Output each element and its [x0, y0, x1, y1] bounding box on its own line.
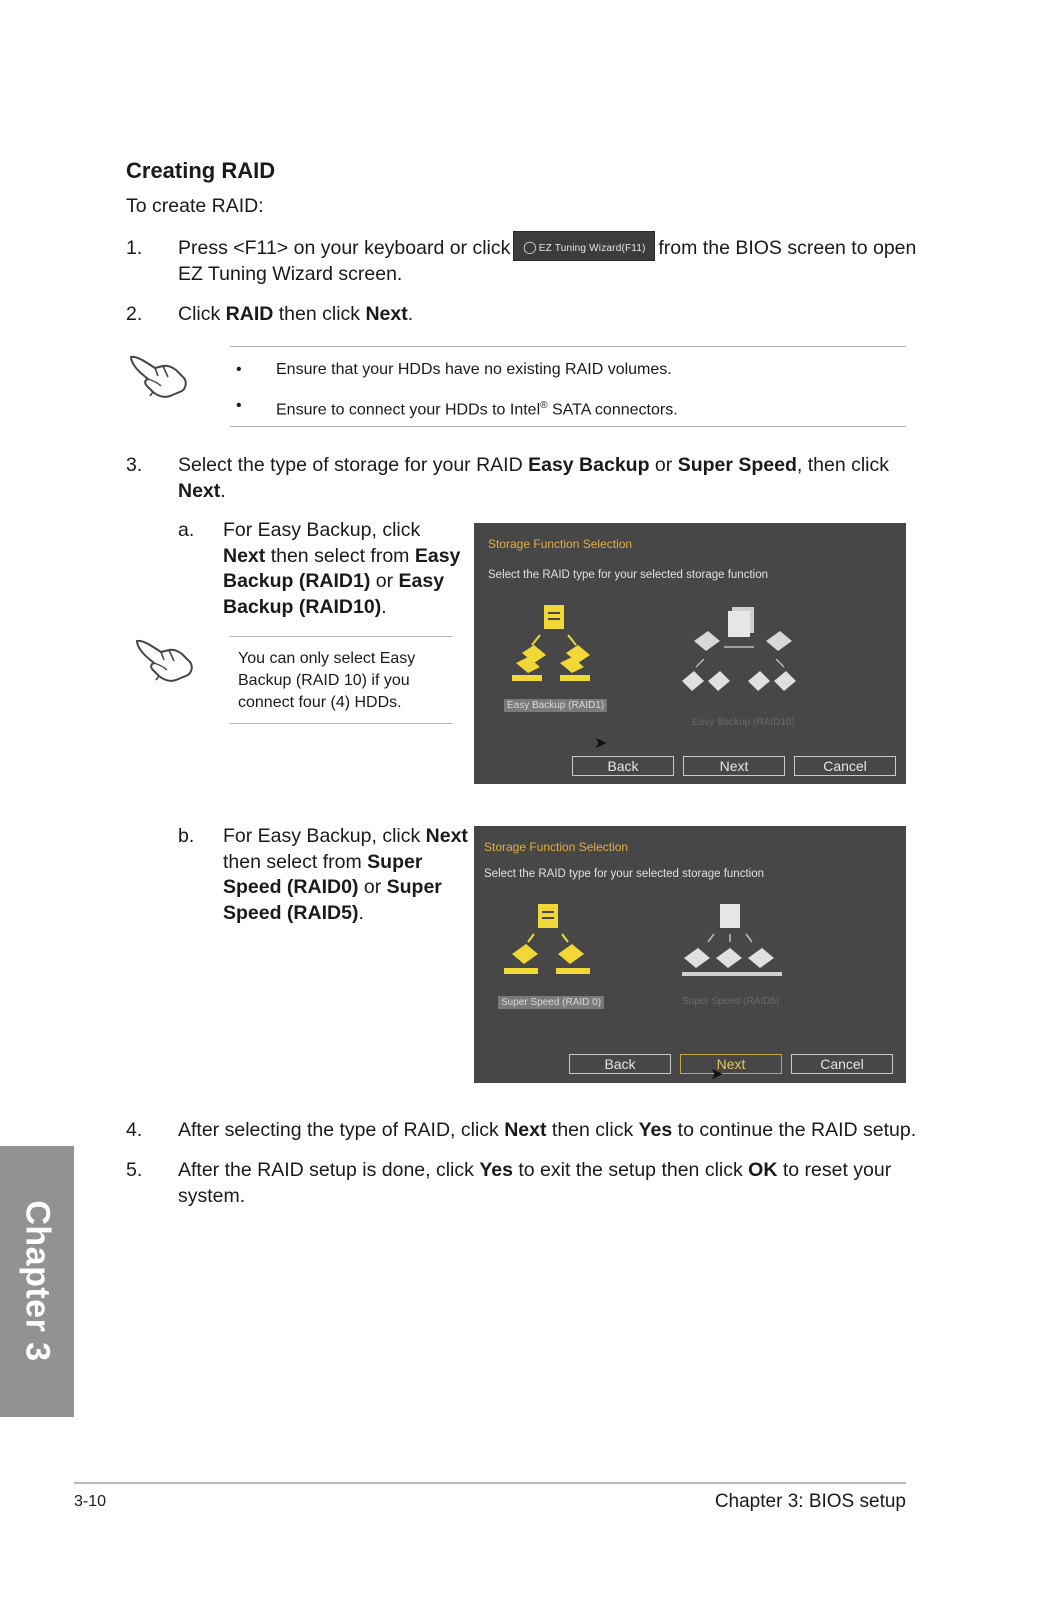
screenshot-header: Storage Function Selection	[484, 840, 629, 854]
bullet-2: •	[236, 397, 242, 414]
cancel-button[interactable]: Cancel	[794, 756, 896, 776]
step-5-text: After the RAID setup is done, click Yes to exit the setup then click OK to reset your system.	[178, 1159, 892, 1207]
next-button[interactable]: Next	[680, 1054, 782, 1074]
chapter-tab	[0, 1146, 74, 1417]
raid10-diagram-icon	[674, 601, 814, 711]
step-2-number: 2.	[126, 303, 143, 325]
intro-text: To create RAID:	[126, 195, 264, 217]
screenshot-header: Storage Function Selection	[488, 537, 633, 551]
step-1-number: 1.	[126, 237, 143, 259]
step-3-number: 3.	[126, 454, 143, 476]
cursor-icon: ➤	[594, 735, 608, 752]
option-super-speed-raid5[interactable]: Super Speed (RAID5)	[682, 996, 780, 1007]
back-button[interactable]: Back	[572, 756, 674, 776]
step-2-text: Click RAID then click Next.	[178, 303, 414, 325]
footer-chapter-title: Chapter 3: BIOS setup	[714, 1491, 906, 1512]
chapter-tab-label: Chapter 3	[18, 1200, 57, 1362]
raid0-diagram-icon	[498, 900, 608, 990]
option-easy-backup-raid10[interactable]: Easy Backup (RAID10)	[692, 717, 795, 728]
substep-a-label: a.	[178, 519, 195, 541]
note-item-2: Ensure to connect your HDDs to Intel® SATA connectors.	[276, 400, 678, 419]
substep-b-text: For Easy Backup, click Next then select from Super Speed (RAID0) or Super Speed (RAID5).	[223, 825, 468, 924]
step-5-number: 5.	[126, 1159, 143, 1181]
option-easy-backup-raid1[interactable]: Easy Backup (RAID1)	[504, 699, 607, 712]
screenshot-subtitle: Select the RAID type for your selected storage function	[488, 569, 768, 581]
page-number: 3-10	[74, 1493, 107, 1510]
pointing-hand-icon	[134, 632, 196, 684]
note2-top-rule	[230, 636, 452, 637]
note-bottom-rule	[230, 426, 906, 427]
note-top-rule	[230, 346, 906, 347]
screenshot-super-speed	[474, 826, 906, 1083]
cancel-button[interactable]: Cancel	[791, 1054, 893, 1074]
screenshot-subtitle: Select the RAID type for your selected storage function	[484, 868, 764, 880]
bullet-1: •	[236, 361, 242, 378]
step-4-text: After selecting the type of RAID, click Next then click Yes to continue the RAID setup.	[178, 1119, 917, 1141]
option-super-speed-raid0[interactable]: Super Speed (RAID 0)	[498, 996, 604, 1009]
ez-tuning-wizard-button[interactable]: ◯ EZ Tuning Wizard(F11)	[513, 231, 655, 261]
raid1-diagram-icon	[504, 601, 614, 691]
step-1-text: Press <F11> on your keyboard or click ◯ EZ Tuning Wizard(F11) from the BIOS screen to open EZ Tuning Wizard screen.	[178, 236, 918, 287]
step-3-text: Select the type of storage for your RAID Easy Backup or Super Speed, then click Next.	[178, 454, 890, 502]
note2-text: You can only select Easy Backup (RAID 10) if you connect four (4) HDDs.	[238, 650, 416, 711]
lightbulb-icon: ◯	[523, 239, 537, 254]
step-4-number: 4.	[126, 1119, 143, 1141]
section-title: Creating RAID	[126, 158, 276, 183]
raid5-diagram-icon	[674, 900, 794, 990]
screenshot-easy-backup	[474, 523, 906, 784]
note-item-1: Ensure that your HDDs have no existing RAID volumes.	[276, 361, 672, 378]
substep-a-text: For Easy Backup, click Next then select from Easy Backup (RAID1) or Easy Backup (RAID10).	[223, 519, 461, 618]
next-button[interactable]: Next	[683, 756, 785, 776]
cursor-icon: ➤	[710, 1066, 724, 1083]
pointing-hand-icon	[128, 348, 190, 400]
note2-bottom-rule	[230, 723, 452, 724]
substep-b-label: b.	[178, 825, 195, 847]
back-button[interactable]: Back	[569, 1054, 671, 1074]
footer-rule	[74, 1482, 906, 1484]
